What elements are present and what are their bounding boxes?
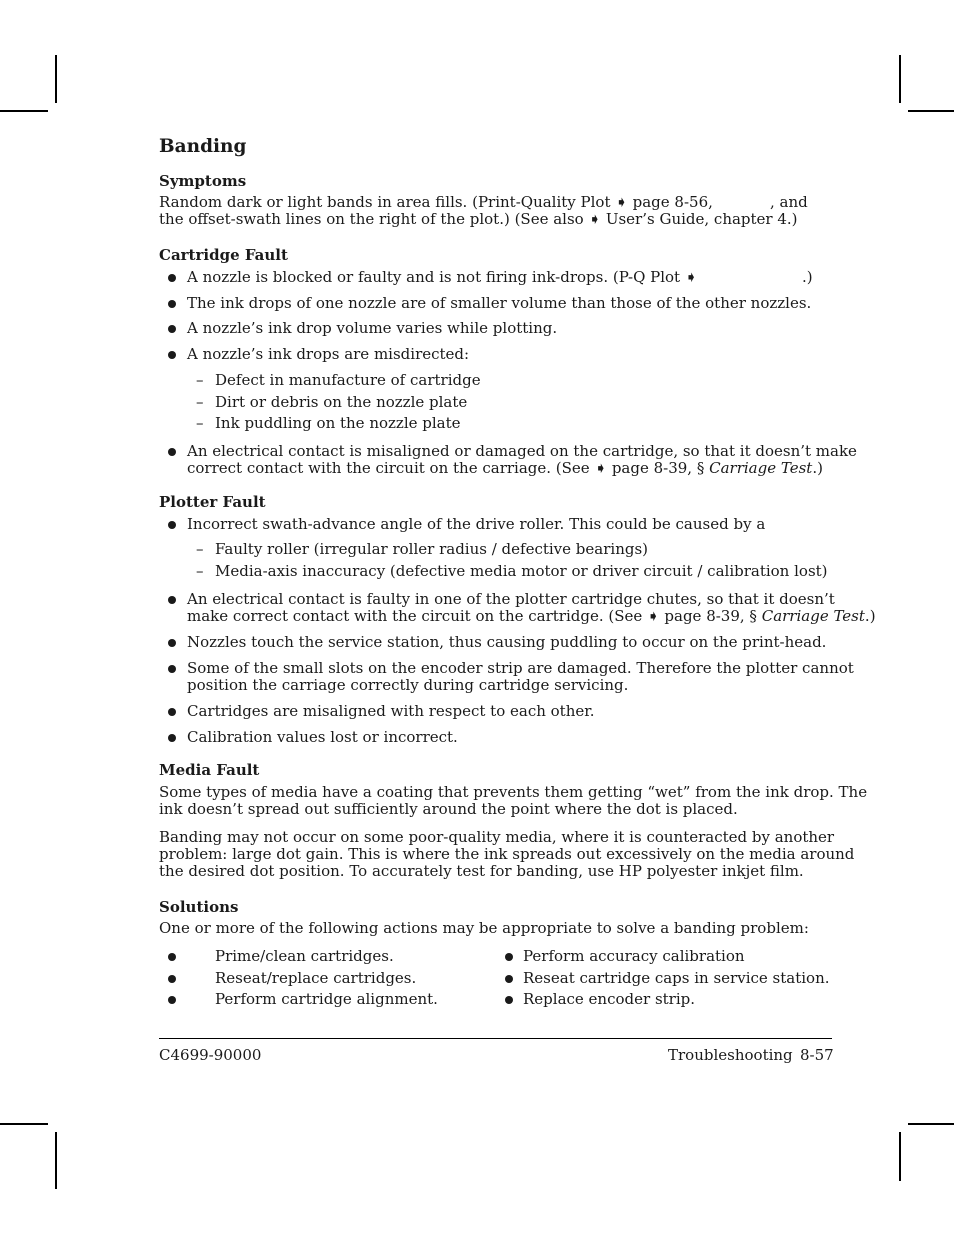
paragraph-line: Banding may not occur on some poor-quality media, where it is counteracted by another — [159, 828, 835, 846]
cartridge-fault-heading: Cartridge Fault — [159, 246, 288, 264]
carriage-test-ref: Carriage Test — [709, 459, 813, 477]
sub-list-item: Media-axis inaccuracy (defective media motor or driver circuit / calibration lost) — [215, 562, 828, 580]
bullet-icon — [168, 734, 176, 742]
list-item: A nozzle’s ink drop volume varies while plotting. — [187, 319, 558, 337]
pointer-arrow-icon: ➧ — [588, 210, 602, 228]
dash-icon: – — [196, 414, 204, 432]
plotter-fault-heading: Plotter Fault — [159, 493, 266, 511]
bullet-icon — [505, 975, 513, 983]
bullet-icon — [505, 953, 513, 961]
page-title: Banding — [159, 136, 247, 157]
bullet-icon — [168, 274, 176, 282]
dash-icon: – — [196, 562, 204, 580]
symptoms-line-1-end: , and — [770, 193, 808, 211]
carriage-test-ref: Carriage Test — [761, 607, 865, 625]
bullet-icon — [168, 300, 176, 308]
solution-item: Reseat/replace cartridges. — [215, 969, 417, 987]
sub-list-item: Ink puddling on the nozzle plate — [215, 414, 461, 432]
dash-icon: – — [196, 371, 204, 389]
pointer-arrow-icon: ➧ — [615, 193, 628, 211]
list-item-line-2 — [187, 608, 876, 625]
bullet-icon — [168, 325, 176, 333]
paragraph-line: problem: large dot gain. This is where the ink spreads out excessively on the media around — [159, 845, 855, 863]
users-guide-ref: User’s Guide, chapter 4.) — [605, 210, 798, 228]
solution-item: Perform accuracy calibration — [523, 947, 745, 965]
crop-mark-top-left-v — [55, 55, 57, 103]
solutions-heading: Solutions — [159, 898, 239, 916]
dash-icon: – — [196, 393, 204, 411]
footer-rule — [159, 1038, 832, 1039]
sub-list-item: Dirt or debris on the nozzle plate — [215, 393, 468, 411]
bullet-icon — [168, 351, 176, 359]
bullet-icon — [505, 996, 513, 1004]
list-item-line-2 — [187, 460, 823, 477]
solutions-intro: One or more of the following actions may be appropriate to solve a banding problem: — [159, 919, 809, 937]
crop-mark-bottom-left-h — [0, 1123, 48, 1125]
symptoms-line-2 — [159, 211, 798, 228]
symptoms-line-1 — [159, 194, 713, 211]
bullet-icon — [168, 996, 176, 1004]
paragraph-line: the desired dot position. To accurately test for banding, use HP polyester inkjet film. — [159, 862, 804, 880]
pointer-arrow-icon: ➧ — [594, 459, 608, 477]
footer-section: Troubleshooting — [668, 1046, 793, 1064]
list-item: Nozzles touch the service station, thus causing puddling to occur on the print-head. — [187, 633, 827, 651]
bullet-icon — [168, 639, 176, 647]
symptoms-heading: Symptoms — [159, 172, 247, 190]
list-item: Cartridges are misaligned with respect to each other. — [187, 702, 595, 720]
list-item: Some of the small slots on the encoder strip are damaged. Therefore the plotter cannot — [187, 659, 854, 677]
list-item: The ink drops of one nozzle are of smaller volume than those of the other nozzles. — [187, 294, 812, 312]
sub-list-item: Faulty roller (irregular roller radius / defective bearings) — [215, 540, 649, 558]
bullet-icon — [168, 596, 176, 604]
list-item-end: .) — [802, 268, 813, 286]
list-item-text: A nozzle is blocked or faulty and is not firing ink-drops. (P-Q Plot — [187, 268, 681, 286]
solution-item: Prime/clean cartridges. — [215, 947, 394, 965]
list-item: An electrical contact is misaligned or damaged on the cartridge, so that it doesn’t make — [187, 442, 857, 460]
bullet-icon — [168, 521, 176, 529]
page-ref: page 8-39, § — [611, 459, 705, 477]
pointer-arrow-icon: ➧ — [684, 268, 698, 286]
pointer-arrow-icon: ➧ — [647, 607, 660, 625]
footer-doc-number: C4699-90000 — [159, 1046, 262, 1064]
sub-list-item: Defect in manufacture of cartridge — [215, 371, 481, 389]
solution-item: Perform cartridge alignment. — [215, 990, 438, 1008]
crop-mark-bottom-right-v — [899, 1132, 901, 1181]
crop-mark-bottom-right-h — [908, 1123, 954, 1125]
crop-mark-top-right-h — [908, 110, 954, 112]
list-item-text: correct contact with the circuit on the carriage. (See — [187, 459, 590, 477]
dash-icon: – — [196, 540, 204, 558]
bullet-icon — [168, 975, 176, 983]
bullet-icon — [168, 953, 176, 961]
crop-mark-top-right-v — [899, 55, 901, 103]
crop-mark-top-left-h — [0, 110, 48, 112]
footer-page-number: 8-57 — [800, 1046, 834, 1064]
list-item-text: .) — [864, 607, 876, 625]
list-item: A nozzle’s ink drops are misdirected: — [187, 345, 470, 363]
list-item-line-2: position the carriage correctly during cartridge servicing. — [187, 676, 629, 694]
list-item: Incorrect swath-advance angle of the drive roller. This could be caused by a — [187, 515, 766, 533]
media-fault-heading: Media Fault — [159, 761, 260, 779]
bullet-icon — [168, 448, 176, 456]
symptoms-text: Random dark or light bands in area fills. (Print-Quality Plot — [159, 193, 611, 211]
symptoms-text: the offset-swath lines on the right of the plot.) (See also — [159, 210, 584, 228]
symptoms-ref: page 8-56, — [632, 193, 713, 211]
list-item — [187, 269, 697, 286]
list-item: An electrical contact is faulty in one of the plotter cartridge chutes, so that it doesn’t — [187, 590, 835, 608]
list-item: Calibration values lost or incorrect. — [187, 728, 458, 746]
page-ref: page 8-39, § — [664, 607, 757, 625]
list-item-text: make correct contact with the circuit on the cartridge. (See — [187, 607, 643, 625]
paragraph-line: ink doesn’t spread out sufficiently around the point where the dot is placed. — [159, 800, 738, 818]
paragraph-line: Some types of media have a coating that prevents them getting “wet” from the ink drop. The — [159, 783, 868, 801]
crop-mark-bottom-left-v — [55, 1132, 57, 1189]
solution-item: Reseat cartridge caps in service station. — [523, 969, 830, 987]
bullet-icon — [168, 665, 176, 673]
solution-item: Replace encoder strip. — [523, 990, 696, 1008]
list-item-text: .) — [812, 459, 823, 477]
bullet-icon — [168, 708, 176, 716]
